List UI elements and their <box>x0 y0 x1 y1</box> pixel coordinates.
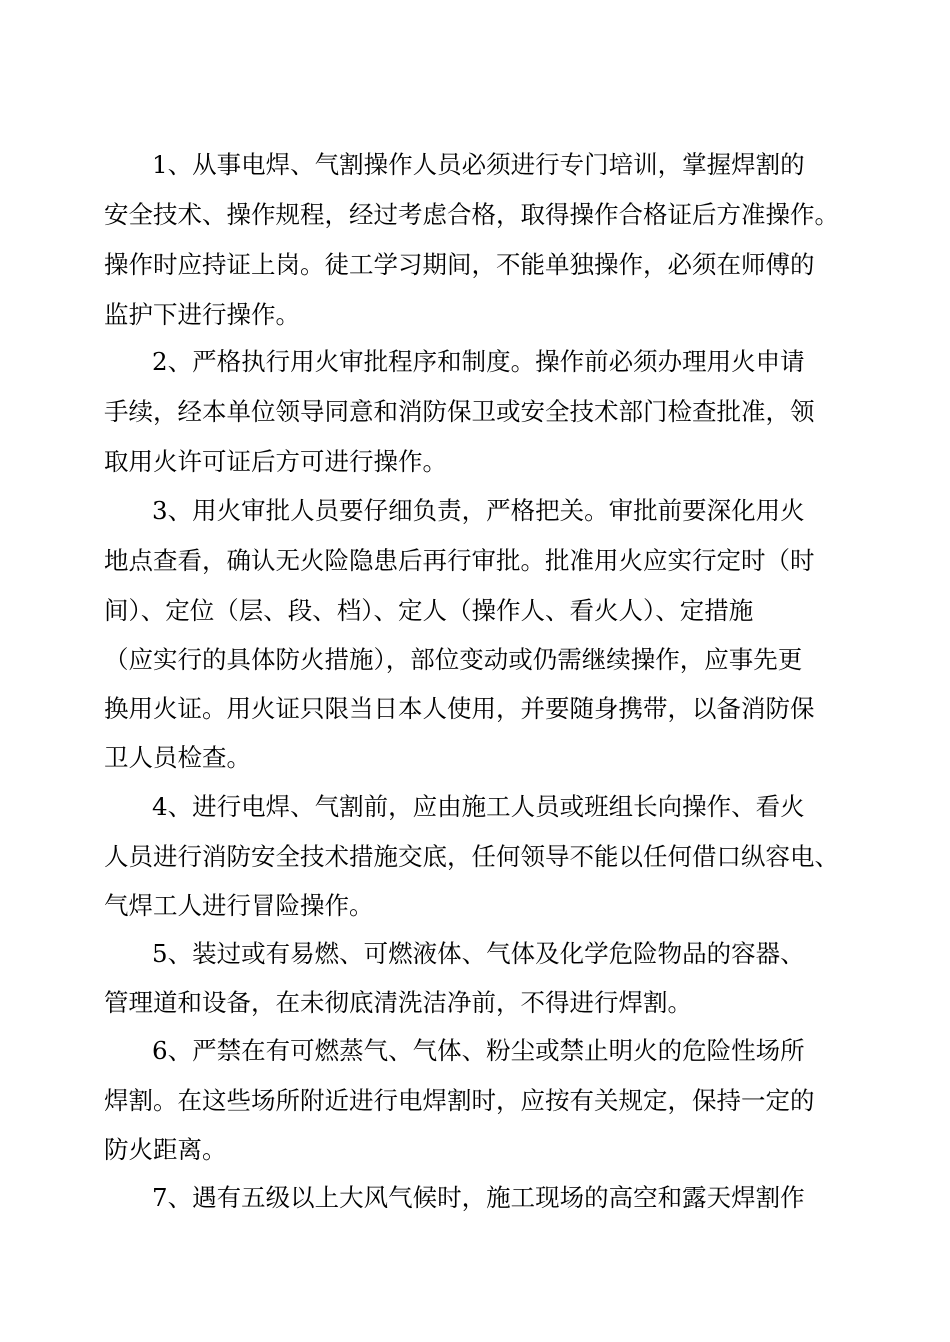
paragraph-2-line-2: 手续，经本单位领导同意和消防保卫或安全技术部门检查批准，领 <box>104 397 815 426</box>
paragraph-4-line-1: 4、进行电焊、气割前，应由施工人员或班组长向操作、看火 <box>152 792 805 821</box>
paragraph-1-line-3: 操作时应持证上岗。徒工学习期间，不能单独操作，必须在师傅的 <box>104 250 815 279</box>
paragraph-1-line-4: 监护下进行操作。 <box>104 300 300 329</box>
paragraph-3-line-6: 卫人员检查。 <box>104 743 251 772</box>
paragraph-4-line-2: 人员进行消防安全技术措施交底，任何领导不能以任何借口纵容电、 <box>104 842 839 871</box>
paragraph-6-line-2: 焊割。在这些场所附近进行电焊割时，应按有关规定，保持一定的 <box>104 1086 815 1115</box>
paragraph-6-line-3: 防火距离。 <box>104 1135 227 1164</box>
paragraph-3-line-4: （应实行的具体防火措施），部位变动或仍需继续操作，应事先更 <box>104 645 803 674</box>
paragraph-5-line-2: 管理道和设备，在未彻底清洗洁净前，不得进行焊割。 <box>104 988 692 1017</box>
paragraph-1-line-1: 1、从事电焊、气割操作人员必须进行专门培训，掌握焊割的 <box>152 150 805 179</box>
paragraph-3-line-2: 地点查看，确认无火险隐患后再行审批。批准用火应实行定时（时 <box>104 546 815 575</box>
paragraph-1-line-2: 安全技术、操作规程，经过考虑合格，取得操作合格证后方准操作。 <box>104 200 839 229</box>
paragraph-7-line-1: 7、遇有五级以上大风气候时，施工现场的高空和露天焊割作 <box>152 1183 805 1212</box>
paragraph-3-line-3: 间）、定位（层、段、档）、定人（操作人、看火人）、定措施 <box>104 596 754 625</box>
paragraph-3-line-1: 3、用火审批人员要仔细负责，严格把关。审批前要深化用火 <box>152 496 805 525</box>
paragraph-4-line-3: 气焊工人进行冒险操作。 <box>104 891 374 920</box>
paragraph-3-line-5: 换用火证。用火证只限当日本人使用，并要随身携带，以备消防保 <box>104 694 815 723</box>
paragraph-6-line-1: 6、严禁在有可燃蒸气、气体、粉尘或禁止明火的危险性场所 <box>152 1036 805 1065</box>
paragraph-2-line-3: 取用火许可证后方可进行操作。 <box>104 447 447 476</box>
paragraph-5-line-1: 5、装过或有易燃、可燃液体、气体及化学危险物品的容器、 <box>152 939 805 968</box>
paragraph-2-line-1: 2、严格执行用火审批程序和制度。操作前必须办理用火申请 <box>152 347 805 376</box>
